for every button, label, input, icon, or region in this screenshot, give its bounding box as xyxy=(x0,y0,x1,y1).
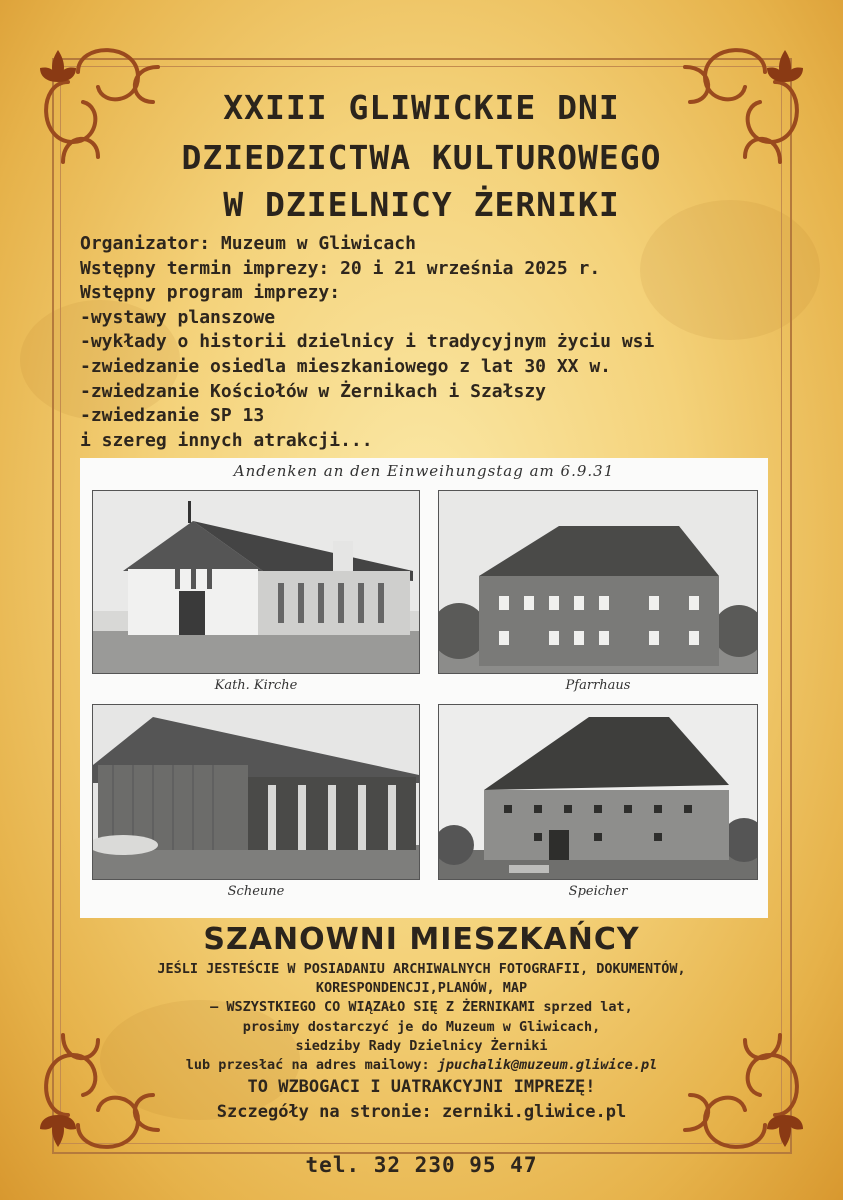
photo-church xyxy=(92,490,420,674)
email-prefix: lub przesłać na adres mailowy: xyxy=(185,1057,438,1074)
event-info xyxy=(80,232,800,453)
caption-church: Kath. Kirche xyxy=(214,678,298,693)
program-item: -wykłady o historii dzielnicy i tradycyjnym życiu wsi xyxy=(80,331,655,353)
appeal-heading: SZANOWNI MIESZKAŃCY xyxy=(203,922,640,957)
photo-rectory xyxy=(438,490,758,674)
caption-rectory: Pfarrhaus xyxy=(565,678,631,693)
program-heading: Wstępny program imprezy: xyxy=(80,282,341,304)
email-address[interactable]: jpuchalik@muzeum.gliwice.pl xyxy=(437,1057,658,1074)
historic-photo-panel xyxy=(80,458,768,918)
photo-barn xyxy=(92,704,420,880)
date-line: Wstępny termin imprezy: 20 i 21 września 2025 r. xyxy=(80,257,601,279)
program-item: -wystawy planszowe xyxy=(80,306,276,328)
appeal-line: KORESPONDENCJI,PLANÓW, MAP xyxy=(315,980,528,997)
appeal-line-email xyxy=(0,1056,843,1075)
appeal-line: JEŚLI JESTEŚCIE W POSIADANIU ARCHIWALNYCH FOTOGRAFII, DOKUMENTÓW, xyxy=(157,961,686,977)
phone-number: tel. 32 230 95 47 xyxy=(305,1153,538,1177)
title-line-1: XXIII GLIWICKIE DNI xyxy=(223,88,620,127)
appeal-line: – WSZYSTKIEGO CO WIĄZAŁO SIĘ Z ŻERNIKAMI sprzed lat, xyxy=(210,999,633,1016)
program-item: -zwiedzanie osiedla mieszkaniowego z lat 30 XX w. xyxy=(80,355,612,377)
program-item: -zwiedzanie SP 13 xyxy=(80,405,265,427)
appeal-line: siedziby Rady Dzielnicy Żerniki xyxy=(295,1037,548,1054)
program-item: i szereg innych atrakcji... xyxy=(80,429,373,451)
organizer-line: Organizator: Muzeum w Gliwicach xyxy=(80,233,416,254)
title-line-2: DZIEDZICTWA KULTUROWEGO xyxy=(181,138,662,177)
title-line-3: W DZIELNICY ŻERNIKI xyxy=(223,185,620,224)
details-website[interactable]: Szczegóły na stronie: zerniki.gliwice.pl xyxy=(216,1102,627,1122)
enrich-slogan: TO WZBOGACI I UATRAKCYJNI IMPREZĘ! xyxy=(247,1077,596,1097)
appeal-text xyxy=(0,960,843,1075)
appeal-line: prosimy dostarczyć je do Muzeum w Gliwicach, xyxy=(242,1018,601,1035)
photo-granary xyxy=(438,704,758,880)
caption-barn: Scheune xyxy=(227,884,285,899)
program-item: -zwiedzanie Kościołów w Żernikach i Szałszy xyxy=(80,380,546,402)
caption-granary: Speicher xyxy=(568,884,628,899)
photo-panel-caption: Andenken an den Einweihungstag am 6.9.31 xyxy=(233,462,615,480)
